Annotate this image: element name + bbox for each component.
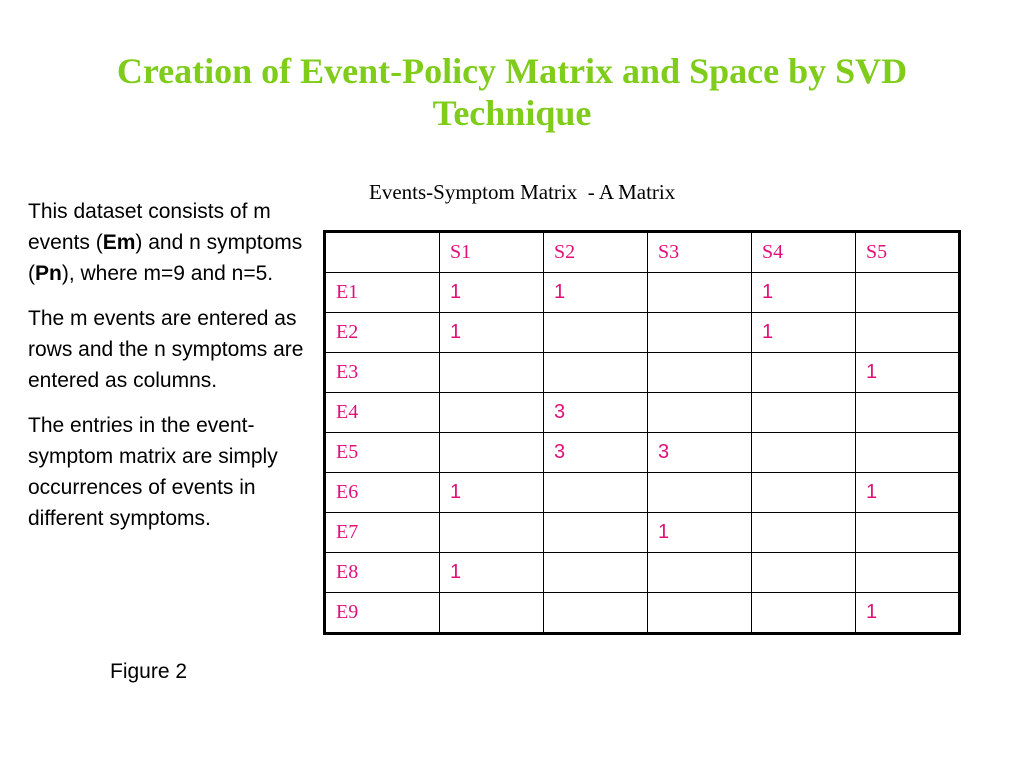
matrix-row <box>325 273 960 313</box>
event-symptom-matrix <box>323 230 961 635</box>
description-p1-prefix: This dataset consists of m events ( <box>28 200 271 254</box>
matrix-cell <box>856 313 960 353</box>
matrix-cell <box>544 313 648 353</box>
matrix-row <box>325 593 960 634</box>
matrix-row <box>325 473 960 513</box>
matrix-cell <box>648 473 752 513</box>
matrix-row <box>325 393 960 433</box>
row-header: E5 <box>325 433 440 473</box>
matrix-row <box>325 433 960 473</box>
matrix-cell: 1 <box>856 593 960 634</box>
matrix-cell <box>856 273 960 313</box>
matrix-row <box>325 353 960 393</box>
column-header: S3 <box>648 232 752 273</box>
em-term: Em <box>102 231 136 254</box>
matrix-header-row <box>325 232 960 273</box>
row-header: E3 <box>325 353 440 393</box>
slide-title <box>40 50 984 134</box>
matrix-cell <box>752 473 856 513</box>
matrix-cell: 1 <box>440 273 544 313</box>
description-p1-mid: ) and n symptoms ( <box>28 231 303 285</box>
column-header: S1 <box>440 232 544 273</box>
matrix-cell: 3 <box>544 433 648 473</box>
description-paragraph-3: The entries in the event-symptom matrix are simply occurrences of events in different symptoms. <box>28 414 278 530</box>
matrix-caption: Events-Symptom Matrix - A Matrix <box>369 180 676 204</box>
row-header: E6 <box>325 473 440 513</box>
matrix-cell <box>752 393 856 433</box>
matrix-cell <box>752 513 856 553</box>
matrix-cell: 3 <box>544 393 648 433</box>
matrix-cell <box>440 513 544 553</box>
matrix-cell <box>544 353 648 393</box>
matrix-cell <box>440 393 544 433</box>
matrix-cell <box>648 273 752 313</box>
matrix-cell: 1 <box>544 273 648 313</box>
matrix-cell: 1 <box>440 473 544 513</box>
matrix-cell <box>544 553 648 593</box>
matrix-cell: 1 <box>856 353 960 393</box>
row-header: E7 <box>325 513 440 553</box>
matrix-cell: 1 <box>752 313 856 353</box>
matrix-cell <box>856 393 960 433</box>
column-header: S2 <box>544 232 648 273</box>
figure-label: Figure 2 <box>110 660 188 683</box>
matrix-row <box>325 553 960 593</box>
matrix-row <box>325 513 960 553</box>
matrix-cell <box>752 433 856 473</box>
matrix-cell <box>648 353 752 393</box>
description-text <box>28 196 310 548</box>
column-header: S4 <box>752 232 856 273</box>
pn-term: Pn <box>35 262 62 285</box>
matrix-corner-cell <box>325 232 440 273</box>
row-header: E4 <box>325 393 440 433</box>
matrix-body <box>325 232 960 634</box>
slide-title-line-1: Creation of Event-Policy Matrix and Space by SVD <box>116 51 908 91</box>
matrix-cell <box>440 593 544 634</box>
matrix-cell: 1 <box>440 553 544 593</box>
matrix-cell: 1 <box>648 513 752 553</box>
matrix-cell <box>544 473 648 513</box>
matrix-cell: 1 <box>752 273 856 313</box>
description-paragraph-2: The m events are entered as rows and the n symptoms are entered as columns. <box>28 307 304 392</box>
matrix-row <box>325 313 960 353</box>
matrix-cell <box>752 553 856 593</box>
matrix-cell <box>856 433 960 473</box>
matrix-cell <box>440 433 544 473</box>
row-header: E2 <box>325 313 440 353</box>
matrix-cell <box>648 313 752 353</box>
slide-title-line-2: Technique <box>432 93 592 133</box>
matrix-cell: 1 <box>856 473 960 513</box>
matrix-cell: 3 <box>648 433 752 473</box>
matrix-cell <box>440 353 544 393</box>
row-header: E1 <box>325 273 440 313</box>
matrix-cell <box>648 553 752 593</box>
column-header: S5 <box>856 232 960 273</box>
matrix-cell <box>648 593 752 634</box>
matrix-cell <box>752 593 856 634</box>
description-p1-suffix: ), where m=9 and n=5. <box>61 262 274 285</box>
matrix-cell <box>544 593 648 634</box>
matrix-cell <box>856 553 960 593</box>
matrix-cell <box>752 353 856 393</box>
matrix-cell: 1 <box>440 313 544 353</box>
matrix-cell <box>648 393 752 433</box>
row-header: E8 <box>325 553 440 593</box>
matrix-cell <box>856 513 960 553</box>
row-header: E9 <box>325 593 440 634</box>
description-paragraph-1 <box>28 196 310 289</box>
matrix-cell <box>544 513 648 553</box>
